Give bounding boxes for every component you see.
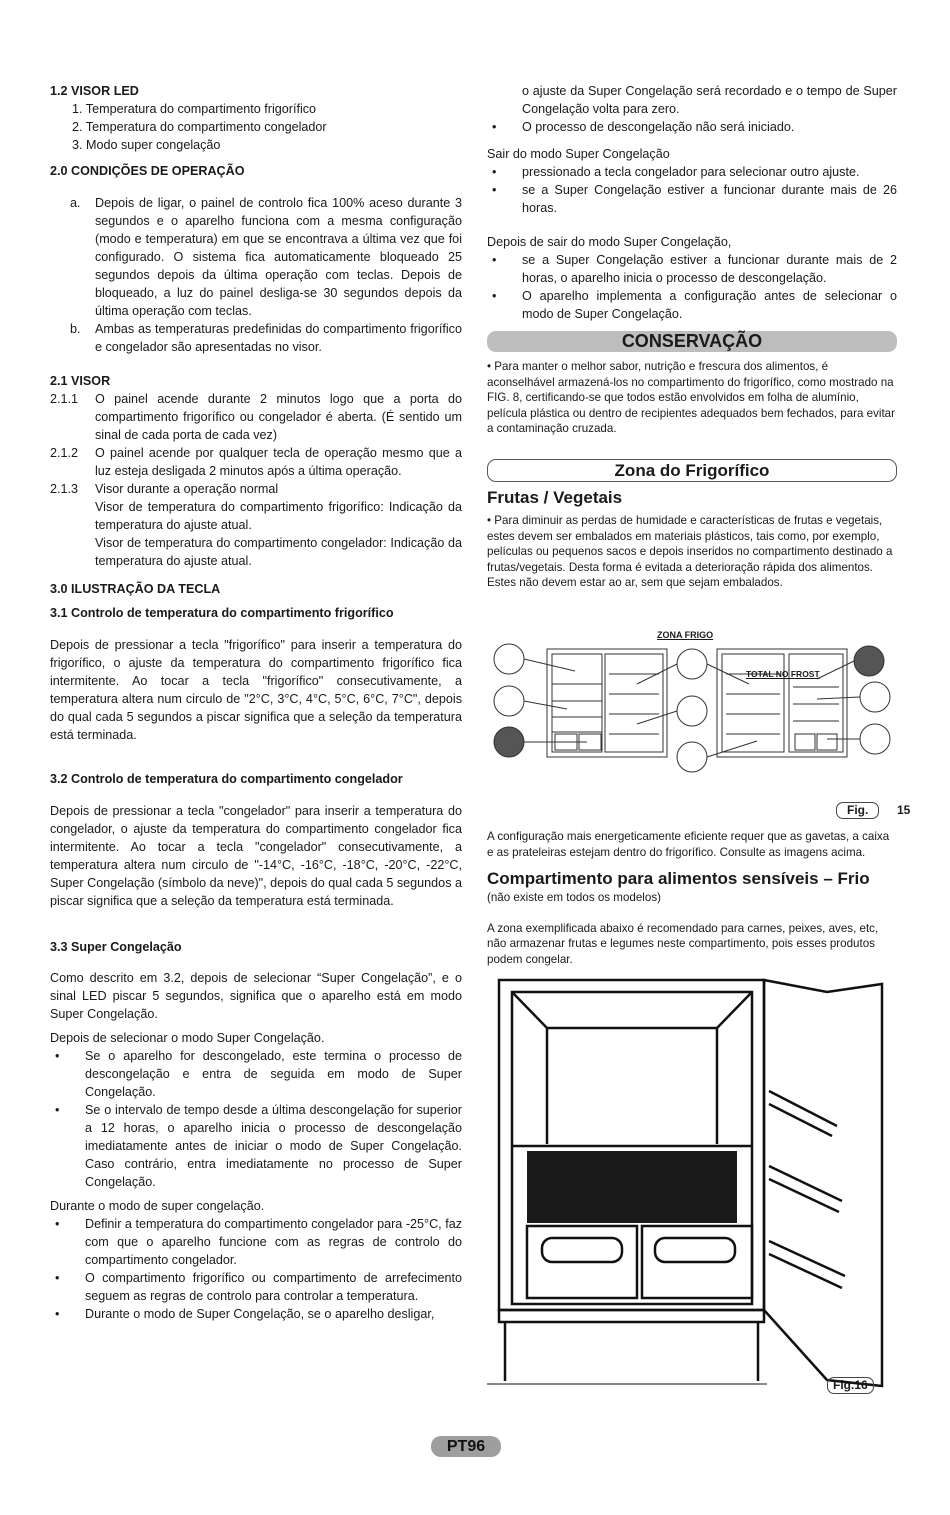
page-number: PT96 [431, 1436, 501, 1457]
list-item: • pressionado a tecla congelador para selecionar outro ajuste. [492, 165, 860, 179]
section-1-2-title: 1.2 VISOR LED [50, 84, 139, 98]
section-3-2-text: Depois de pressionar a tecla "congelador" para inserir a temperatura do congelador, o ajuste da temperatura do compartimento congelador fica intermitente. Ao tocar a tecla "congelador" consecutivamente, a temperatura altera num circulo de "-14°C, -16°C, -18°C, -20°C, -22°C, Super Congelação (símbolo da neve)", depois do qual cada 5 segundos a piscar significa que a seleção da temperatura está terminada. [50, 804, 462, 908]
zone-icon [494, 644, 524, 674]
fig-tag: Fig. [836, 802, 879, 819]
list-item: • O compartimento frigorífico ou compartimento de arrefecimento seguem as regras de controlo para controlar a temperatura. [55, 1271, 462, 1303]
config-text: A configuração mais energeticamente eficiente requer que as gavetas, a caixa e as prateleiras estejam dentro do frigorífico. Consulte as imagens acima. [487, 829, 890, 859]
fig-tag: Fig.16 [827, 1377, 874, 1394]
zona-frigo-label: ZONA FRIGO [657, 629, 714, 640]
list-item: • O aparelho implementa a configuração antes de selecionar o modo de Super Congelação. [492, 289, 897, 321]
after-exit-list [487, 251, 897, 323]
continued-list [487, 82, 897, 136]
freezer-display-note: Visor de temperatura do compartimento congelador: Indicação da temperatura do ajuste atual. [95, 536, 462, 568]
zone-icon [494, 686, 524, 716]
fridge-zones-illustration [487, 639, 897, 799]
fridge-display-note: Visor de temperatura do compartimento frigorífico: Indicação da temperatura do ajuste atual. [95, 500, 462, 532]
after-selecting-heading: Depois de selecionar o modo Super Congelação. [50, 1031, 325, 1045]
list-item: o ajuste da Super Congelação será recordado e o tempo de Super Congelação volta para zero. [522, 84, 897, 116]
fig-15-caption [836, 801, 879, 819]
section-3-0-title: 3.0 ILUSTRAÇÃO DA TECLA [50, 582, 221, 596]
zone-icon [677, 696, 707, 726]
left-column [50, 82, 462, 1323]
during-mode-heading: Durante o modo de super congelação. [50, 1199, 265, 1213]
right-column [487, 82, 911, 1396]
section-3-3-title: 3.3 Super Congelação [50, 940, 182, 954]
conservacao-text: • Para manter o melhor sabor, nutrição e frescura dos alimentos, é aconselhável armazená-los no compartimento do frigorífico, como mostrado na FIG. 8, certificando-se que todos estão envolvidos em folha de alumínio, película plástica ou dentro de recipientes adequados bem fechados, para evitar a contaminação cruzada. [487, 360, 895, 436]
list-item: 2. Temperatura do compartimento congelador [72, 120, 327, 134]
zone-icon [854, 646, 884, 676]
list-item: b. Ambas as temperaturas predefinidas do compartimento frigorífico e congelador são apresentadas no visor. [70, 322, 462, 354]
left-fridge-body [547, 649, 667, 757]
list-item: • Durante o modo de Super Congelação, se o aparelho desligar, [55, 1307, 435, 1321]
list-item: • se a Super Congelação estiver a funcionar durante mais de 2 horas, o aparelho inicia o processo de descongelação. [492, 253, 897, 285]
sensitive-zone-text: A zona exemplificada abaixo é recomendado para carnes, peixes, aves, etc, não armazenar frutas e legumes neste compartimento, pois esses produtos podem congelar. [487, 921, 879, 966]
exit-mode-heading: Sair do modo Super Congelação [487, 147, 670, 161]
frutas-vegetais-title: Frutas / Vegetais [487, 487, 623, 507]
figure-15 [487, 619, 911, 829]
list-item: • Se o intervalo de tempo desde a última descongelação for superior a 12 horas, o aparelho inicia o processo de descongelação imediatamente antes de iniciar o modo de Super Congelação. Caso contrário, entra imediatamente no processo de Super Congelação. [55, 1103, 462, 1189]
fig-15-number: 15 [897, 802, 911, 817]
list-item: 1. Temperatura do compartimento frigorífico [72, 102, 317, 116]
list-item: a. Depois de ligar, o painel de controlo fica 100% aceso durante 3 segundos e o aparelho funciona com a mesma configuração (modo e temperatura) em que se encontrava a última vez que foi configurado. O sistema fica automaticamente bloqueado 25 segundos depois da última operação com teclas. Depois de bloqueado, a luz do painel desliga-se 30 segundos depois da última operação com teclas. [70, 196, 462, 318]
section-3-1-text: Depois de pressionar a tecla "frigorífico" para inserir a temperatura do frigorífico, o ajuste da temperatura do compartimento frigorífico fica intermitente. Ao tocar a tecla "frigorífico" consecutivamente, a temperatura altera num circulo de "2°C, 3°C, 4°C, 5°C, 6°C, 7°C", depois do qual cada 5 segundos a piscar significa que a seleção da temperatura está terminada. [50, 638, 462, 742]
section-3-1-title: 3.1 Controlo de temperatura do compartimento frigorífico [50, 606, 394, 620]
section-2-1-title: 2.1 VISOR [50, 374, 111, 388]
list-item: • Se o aparelho for descongelado, este termina o processo de descongelação e entra de seguida em modo de Super Congelação. [55, 1049, 462, 1099]
figure-16 [487, 976, 897, 1396]
chiller-drawer-zone [527, 1151, 737, 1223]
zona-frigorifico-banner: Zona do Frigorífico [487, 459, 897, 482]
zone-icon [860, 682, 890, 712]
list-item: 2.1.2 O painel acende por qualquer tecla de operação mesmo que a luz esteja desligada 2 minutos após a última operação. [50, 446, 462, 478]
frutas-vegetais-text: • Para diminuir as perdas de humidade e características de frutas e vegetais, estes devem ser embalados em materiais plásticos, tais como, por exemplo, películas ou pequenos sacos e depois inseridos no compartimento destinado a frutas/vegetais. Desta forma é evitada a deterioração rápida dos alimentos. Estes não devem estar ao ar, sem que sejam embalados. [487, 513, 893, 590]
zone-icon [677, 649, 707, 679]
list-item: • se a Super Congelação estiver a funcionar durante mais de 26 horas. [492, 183, 897, 215]
total-no-frost-label: TOTAL NO FROST [746, 668, 820, 679]
fridge-chiller-illustration [487, 976, 897, 1396]
section-2-0-title: 2.0 CONDIÇÕES DE OPERAÇÃO [50, 164, 245, 178]
zone-icon [677, 742, 707, 772]
led-display-list [50, 100, 462, 154]
conservacao-banner: CONSERVAÇÃO [487, 331, 897, 352]
zone-icon [494, 727, 524, 757]
during-mode-list [50, 1215, 462, 1323]
sensitive-food-note: (não existe em todos os modelos) [487, 891, 661, 905]
list-item: 2.1.3 Visor durante a operação normal [50, 482, 279, 496]
fig-16-caption [827, 1376, 874, 1394]
after-exit-heading: Depois de sair do modo Super Congelação, [487, 235, 732, 249]
zone-icon [860, 724, 890, 754]
list-item: • O processo de descongelação não será iniciado. [492, 120, 795, 134]
section-3-3-text: Como descrito em 3.2, depois de selecionar “Super Congelação”, e o sinal LED piscar 5 segundos, significa que o aparelho está em modo Super Congelação. [50, 971, 462, 1021]
after-selecting-list [50, 1047, 462, 1191]
list-item: • Definir a temperatura do compartimento congelador para -25°C, faz com que o aparelho funcione com as regras de controlo do compartimento congelador. [55, 1217, 462, 1267]
section-3-2-title: 3.2 Controlo de temperatura do compartimento congelador [50, 772, 403, 786]
exit-mode-list [487, 163, 897, 217]
list-item: 2.1.1 O painel acende durante 2 minutos logo que a porta do compartimento frigorífico ou congelador é aberta. (É sentido um sinal de cada porta de cada vez) [50, 392, 462, 442]
operation-conditions-list [50, 194, 462, 356]
display-list [50, 390, 462, 570]
list-item: 3. Modo super congelação [72, 138, 221, 152]
sensitive-food-title: Compartimento para alimentos sensíveis – Frio [487, 869, 870, 889]
